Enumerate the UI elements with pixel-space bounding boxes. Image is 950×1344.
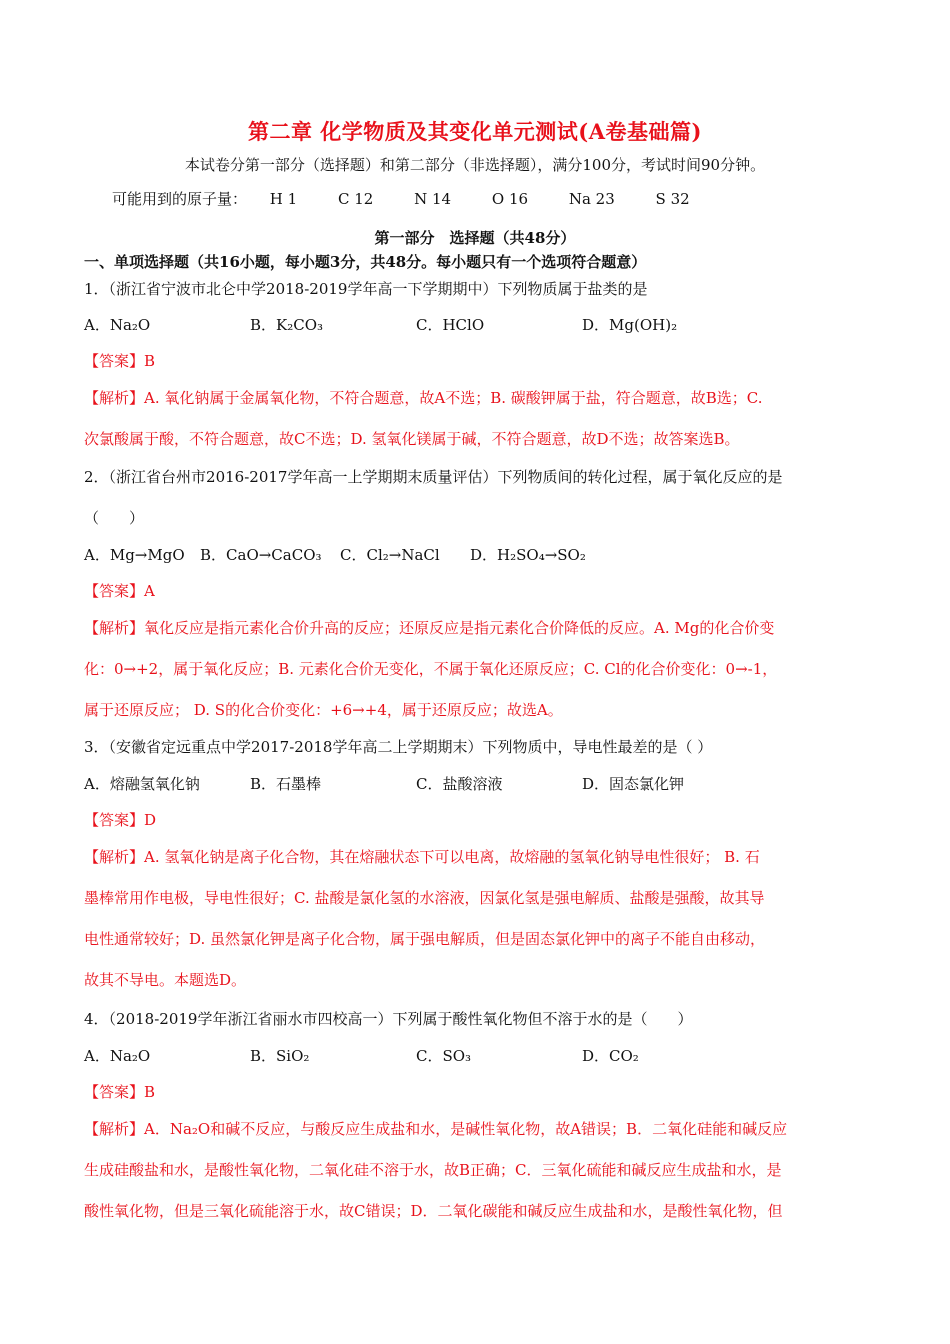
q4-analysis-line: 酸性氧化物，但是三氧化硫能溶于水，故C错误；D．二氧化碳能和碱反应生成盐和水，是酸性氧化物，但 xyxy=(84,1202,783,1220)
atomic-mass-c: C 12 xyxy=(337,190,374,208)
q3-option-c: C．盐酸溶液 xyxy=(416,775,503,793)
q3-analysis-line: 故其不导电。本题选D。 xyxy=(84,971,247,989)
q3-analysis-line: 墨棒常用作电极，导电性很好；C. 盐酸是氯化氢的水溶液，因氯化氢是强电解质、盐酸是强酸，故其导 xyxy=(84,889,765,907)
q4-stem: 4．（2018-2019学年浙江省丽水市四校高一）下列属于酸性氧化物但不溶于水的是（ ） xyxy=(84,1010,693,1028)
q2-option-d: D．H₂SO₄→SO₂ xyxy=(470,546,586,564)
q4-analysis-line: 生成硅酸盐和水，是酸性氧化物，二氧化硅不溶于水，故B正确；C．三氧化硫能和碱反应生成盐和水，是 xyxy=(84,1161,782,1179)
q1-option-a: A．Na₂O xyxy=(84,316,151,334)
atomic-mass-o: O 16 xyxy=(491,190,529,208)
q2-analysis-line: 【解析】氧化反应是指元素化合价升高的反应；还原反应是指元素化合价降低的反应。A. Mg的化合价变 xyxy=(84,619,775,637)
q1-stem: 1．（浙江省宁波市北仑中学2018-2019学年高一下学期期中）下列物质属于盐类的是 xyxy=(84,280,648,298)
q1-analysis-line: 次氯酸属于酸，不符合题意，故C不选；D. 氢氧化镁属于碱，不符合题意，故D不选；故答案选B。 xyxy=(84,430,740,448)
q4-option-c: C．SO₃ xyxy=(416,1047,472,1065)
atomic-mass-n: N 14 xyxy=(414,190,452,208)
atomic-mass-na: Na 23 xyxy=(568,190,615,208)
q1-option-c: C．HClO xyxy=(416,316,485,334)
q3-stem: 3．（安徽省定远重点中学2017-2018学年高二上学期期末）下列物质中，导电性最差的是（ ） xyxy=(84,738,713,756)
q2-paren: （ ） xyxy=(84,509,145,527)
q1-options xyxy=(84,314,677,335)
q4-options xyxy=(84,1045,639,1066)
q1-analysis-line: 【解析】A. 氧化钠属于金属氧化物，不符合题意，故A不选；B. 碳酸钾属于盐，符合题意，故B选；C. xyxy=(84,389,763,407)
q4-option-b: B．SiO₂ xyxy=(250,1047,310,1065)
atomic-masses-label: 可能用到的原子量： xyxy=(112,190,248,208)
q3-analysis-line: 电性通常较好；D. 虽然氯化钾是离子化合物，属于强电解质，但是固态氯化钾中的离子不能自由移动， xyxy=(84,930,766,948)
q4-analysis-line: 【解析】A．Na₂O和碱不反应，与酸反应生成盐和水，是碱性氧化物，故A错误；B．二氧化硅能和碱反应 xyxy=(84,1120,788,1138)
atomic-masses xyxy=(112,188,690,209)
q3-answer: 【答案】D xyxy=(84,811,157,829)
q3-analysis-line: 【解析】A. 氢氧化钠是离子化合物，其在熔融状态下可以电离，故熔融的氢氧化钠导电性很好； B. 石 xyxy=(84,848,760,866)
q4-option-d: D．CO₂ xyxy=(582,1047,639,1065)
q2-options xyxy=(84,544,586,565)
q3-option-d: D．固态氯化钾 xyxy=(582,775,685,793)
q3-option-a: A．熔融氢氧化钠 xyxy=(84,775,200,793)
q3-options xyxy=(84,773,684,794)
atomic-mass-h: H 1 xyxy=(269,190,298,208)
q2-analysis-line: 化：0→+2，属于氧化反应；B. 元素化合价无变化，不属于氧化还原反应；C. Cl的化合价变化：0→-1， xyxy=(84,660,778,678)
q2-option-a: A．Mg→MgO xyxy=(84,546,185,564)
q4-option-a: A．Na₂O xyxy=(84,1047,151,1065)
exam-intro: 本试卷分第一部分（选择题）和第二部分（非选择题），满分100分，考试时间90分钟。 xyxy=(184,156,766,174)
part1-heading: 第一部分 选择题（共48分） xyxy=(374,229,576,247)
q1-option-b: B．K₂CO₃ xyxy=(250,316,324,334)
atomic-mass-s: S 32 xyxy=(655,190,690,208)
q1-answer: 【答案】B xyxy=(84,352,156,370)
page-title: 第二章 化学物质及其变化单元测试(A卷基础篇) xyxy=(248,119,702,144)
q2-option-c: C．Cl₂→NaCl xyxy=(340,546,440,564)
q2-analysis-line: 属于还原反应； D. S的化合价变化：+6→+4，属于还原反应；故选A。 xyxy=(84,701,563,719)
q2-option-b: B．CaO→CaCO₃ xyxy=(200,546,322,564)
q2-stem: 2．（浙江省台州市2016-2017学年高一上学期期末质量评估）下列物质间的转化过程，属于氧化反应的是 xyxy=(84,468,783,486)
q2-answer: 【答案】A xyxy=(84,582,155,600)
q4-answer: 【答案】B xyxy=(84,1083,156,1101)
q1-option-d: D．Mg(OH)₂ xyxy=(582,316,678,334)
section1-heading: 一、单项选择题（共16小题，每小题3分，共48分。每小题只有一个选项符合题意） xyxy=(84,253,647,271)
q3-option-b: B．石墨棒 xyxy=(250,775,322,793)
